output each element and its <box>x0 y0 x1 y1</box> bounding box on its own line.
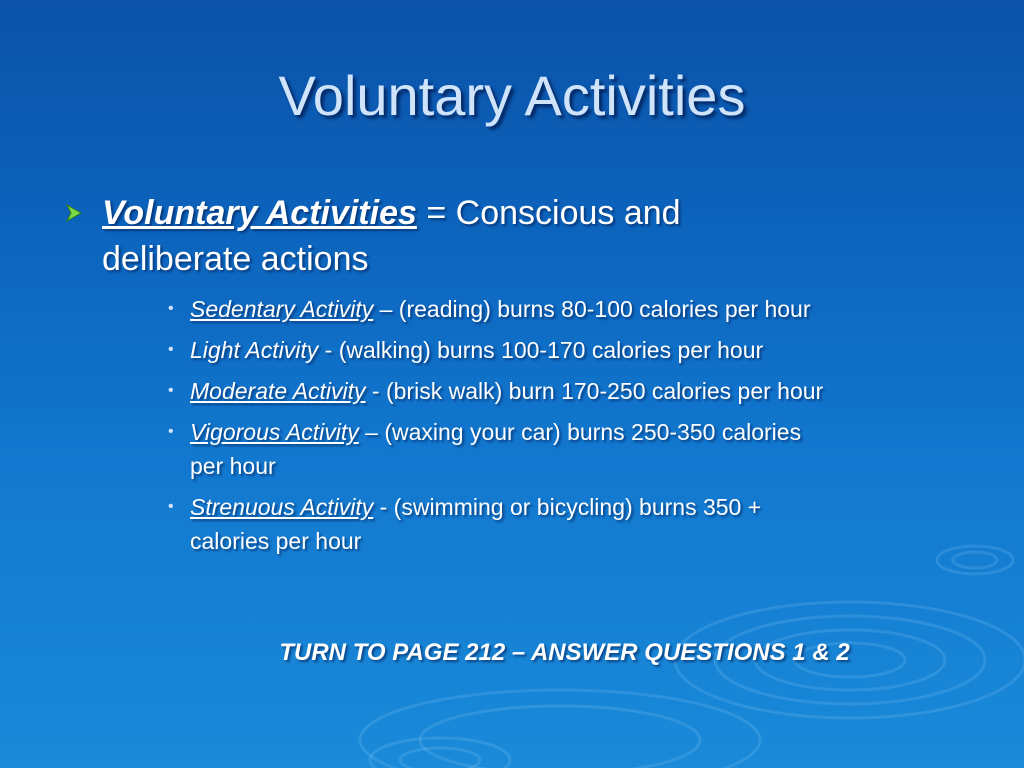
instruction-text: TURN TO PAGE 212 – ANSWER QUESTIONS 1 & 2 <box>279 639 850 666</box>
activity-name: Sedentary Activity <box>190 296 374 322</box>
dot-bullet-icon: • <box>168 423 174 440</box>
slide-title: Voluntary Activities <box>278 64 746 127</box>
activity-name: Moderate Activity <box>190 378 366 404</box>
activity-detail: – (waxing your car) burns 250-350 calories per hour <box>190 419 802 479</box>
activity-detail: - (swimming or bicycling) burns 350 + calories per hour <box>190 494 762 554</box>
list-item <box>62 333 830 367</box>
dot-bullet-icon: • <box>168 300 174 317</box>
activity-name: Vigorous Activity <box>190 419 359 445</box>
activity-list <box>62 292 962 558</box>
activity-detail: – (reading) burns 80-100 calories per hour <box>373 296 811 322</box>
dot-bullet-icon: • <box>168 498 174 515</box>
dot-bullet-icon: • <box>168 382 174 399</box>
list-item <box>62 292 830 326</box>
dot-bullet-icon: • <box>168 341 174 358</box>
activity-detail: - (walking) burns 100-170 calories per hour <box>318 337 764 363</box>
arrow-bullet-icon <box>64 203 84 223</box>
activity-detail: - (brisk walk) burn 170-250 calories per hour <box>365 378 824 404</box>
main-definition: = Conscious and deliberate actions <box>102 194 681 278</box>
list-item <box>62 415 830 483</box>
list-item <box>62 490 830 558</box>
main-term: Voluntary Activities <box>102 194 417 232</box>
main-bullet <box>62 190 822 282</box>
list-item <box>62 374 830 408</box>
activity-name: Light Activity <box>190 337 319 363</box>
slide-content <box>62 190 962 565</box>
activity-name: Strenuous Activity <box>190 494 374 520</box>
